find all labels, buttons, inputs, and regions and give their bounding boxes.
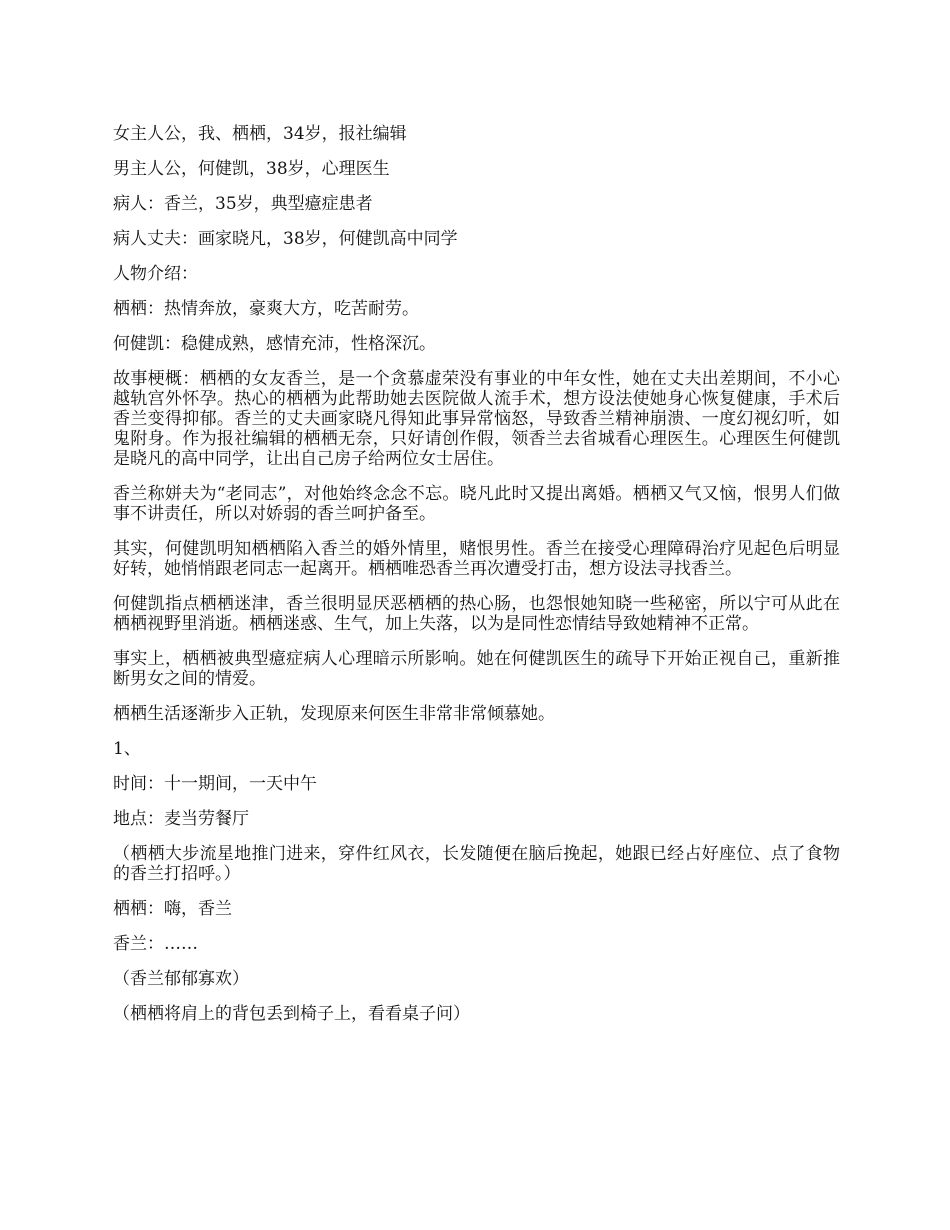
dialogue-line: 香兰：…… bbox=[113, 934, 198, 954]
scene-time: 时间：十一期间，一天中午 bbox=[113, 774, 317, 794]
synopsis-paragraph: 栖栖生活逐渐步入正轨，发现原来何医生非常非常倾慕她。 bbox=[113, 704, 555, 724]
stage-direction: （栖栖将肩上的背包丢到椅子上，看看桌子问） bbox=[113, 1004, 470, 1024]
character-qiqi: 栖栖：热情奔放，豪爽大方，吃苦耐劳。 bbox=[113, 299, 419, 319]
character-intro-heading: 人物介绍： bbox=[113, 264, 198, 284]
synopsis-paragraph: 故事梗概：栖栖的女友香兰，是一个贪慕虚荣没有事业的中年女性，她在丈夫出差期间，不小心越轨宫外怀孕。热心的栖栖为此帮助她去医院做人流手术，想方设法使她身心恢复健康，手术后香兰变得抑郁。香兰的丈夫画家晓凡得知此事异常恼怒，导致香兰精神崩溃、一度幻视幻听，如鬼附身。作为报社编辑的栖栖无奈，只好请创作假，领香兰去省城看心理医生。心理医生何健凯是晓凡的高中同学，让出自己房子给两位女士居住。 bbox=[113, 369, 840, 469]
dialogue-line: 栖栖：嗨，香兰 bbox=[113, 899, 232, 919]
scene-number: 1、 bbox=[113, 739, 141, 759]
synopsis-paragraph: 何健凯指点栖栖迷津，香兰很明显厌恶栖栖的热心肠，也怨恨她知晓一些秘密，所以宁可从此在栖栖视野里消逝。栖栖迷惑、生气，加上失落，以为是同性恋情结导致她精神不正常。 bbox=[113, 594, 840, 634]
cast-patient-husband: 病人丈夫：画家晓凡，38岁，何健凯高中同学 bbox=[113, 229, 458, 249]
cast-patient: 病人：香兰，35岁，典型癔症患者 bbox=[113, 194, 373, 214]
character-hejiankai: 何健凯：稳健成熟，感情充沛，性格深沉。 bbox=[113, 334, 436, 354]
scene-location: 地点：麦当劳餐厅 bbox=[113, 809, 249, 829]
synopsis-paragraph: 其实，何健凯明知栖栖陷入香兰的婚外情里，赌恨男性。香兰在接受心理障碍治疗见起色后明显好转，她悄悄跟老同志一起离开。栖栖唯恐香兰再次遭受打击，想方设法寻找香兰。 bbox=[113, 539, 840, 579]
stage-direction: （栖栖大步流星地推门进来，穿件红风衣，长发随便在脑后挽起，她跟已经占好座位、点了食物的香兰打招呼。） bbox=[113, 844, 840, 884]
cast-hero: 男主人公，何健凯，38岁，心理医生 bbox=[113, 159, 390, 179]
document-page bbox=[113, 124, 840, 1039]
synopsis-paragraph: 香兰称姘夫为“老同志”，对他始终念念不忘。晓凡此时又提出离婚。栖栖又气又恼，恨男人们做事不讲责任，所以对娇弱的香兰呵护备至。 bbox=[113, 484, 840, 524]
stage-direction: （香兰郁郁寡欢） bbox=[113, 969, 249, 989]
cast-heroine: 女主人公，我、栖栖，34岁，报社编辑 bbox=[113, 124, 407, 144]
synopsis-paragraph: 事实上，栖栖被典型癔症病人心理暗示所影响。她在何健凯医生的疏导下开始正视自己，重新推断男女之间的情爱。 bbox=[113, 649, 840, 689]
